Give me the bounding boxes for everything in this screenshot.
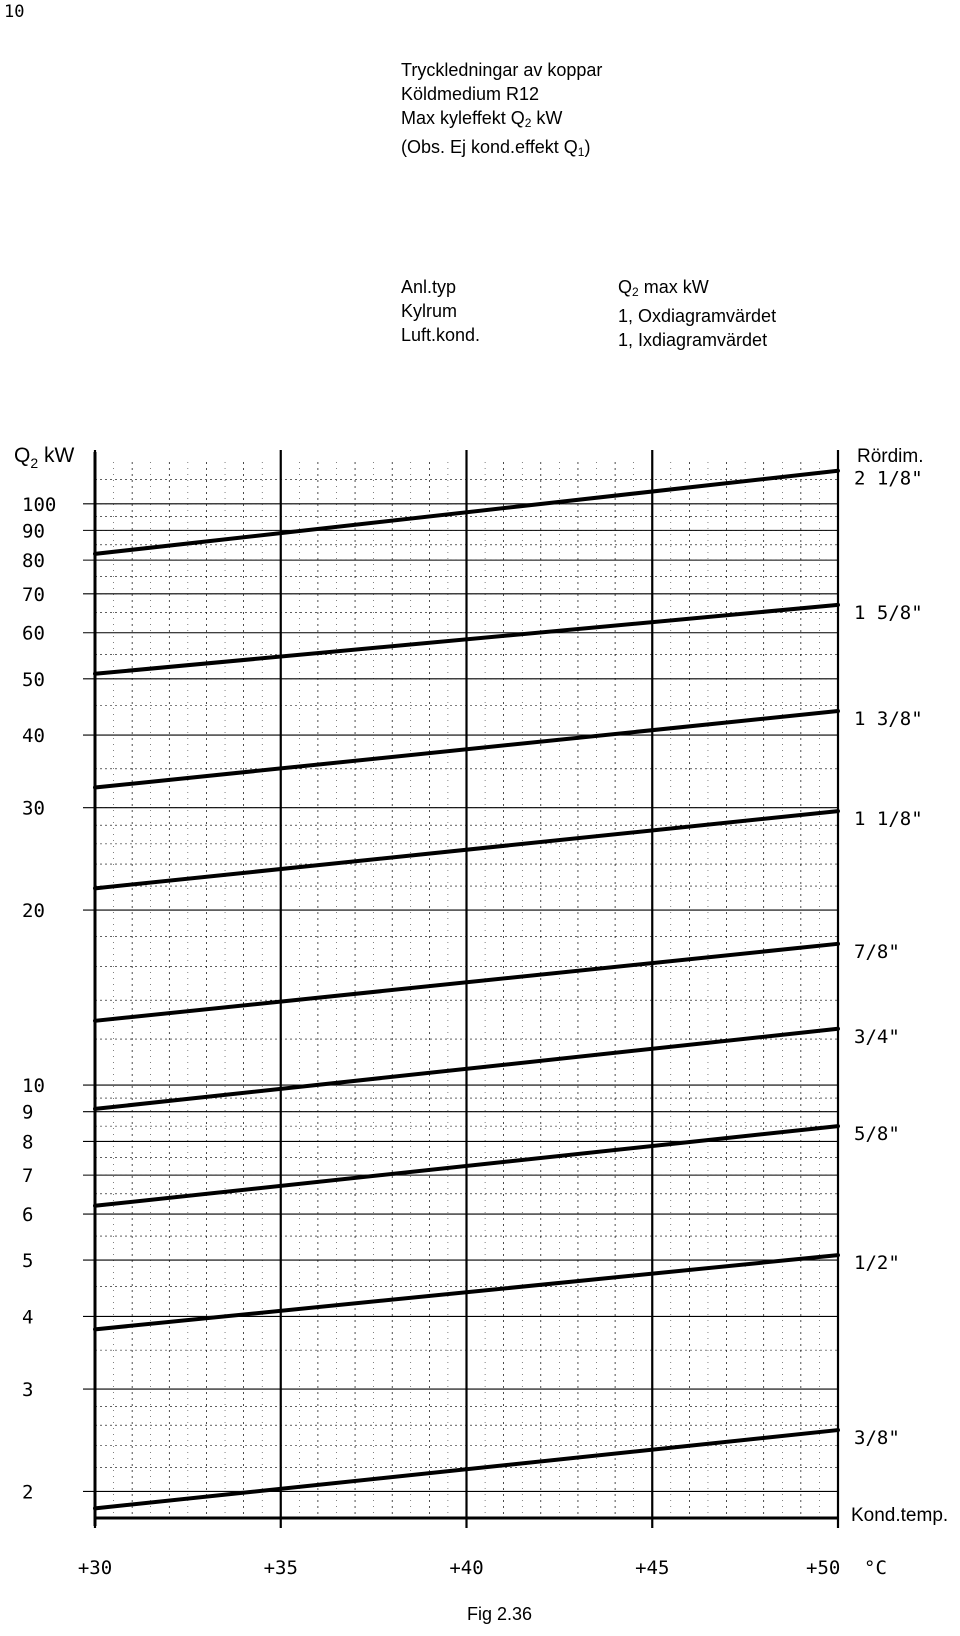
y-tick-label: 8	[22, 1131, 34, 1154]
figure-caption: Fig 2.36	[467, 1604, 533, 1624]
series-label: 1 5/8"	[854, 601, 923, 624]
y-tick-label: 10	[22, 1075, 45, 1098]
header-line-2: Köldmedium R12	[401, 84, 540, 104]
y-tick-label: 30	[22, 797, 45, 820]
x-tick-label: +45	[635, 1557, 670, 1579]
x-axis-label: Kond.temp.	[851, 1505, 949, 1526]
series-label: 7/8"	[854, 940, 900, 963]
series-label: 5/8"	[854, 1123, 900, 1146]
header-line-1: Tryckledningar av koppar	[401, 60, 603, 80]
y-tick-label: 7	[22, 1165, 34, 1188]
x-tick-label: +30	[77, 1557, 113, 1579]
right-header-label: Rördim.	[857, 446, 924, 467]
y-tick-label: 80	[22, 550, 45, 573]
anl-typ-header: Anl.typ	[401, 277, 457, 297]
y-tick-label: 90	[22, 520, 45, 543]
series-label: 1/2"	[854, 1252, 900, 1275]
y-tick-label: 70	[22, 583, 45, 606]
chart-labels	[14, 444, 948, 1579]
series-label: 3/8"	[854, 1427, 900, 1450]
anl-typ-row-1: Kylrum	[401, 301, 458, 321]
header-line-3: Max kyleffekt $Q_2$ kW	[401, 108, 563, 130]
x-tick-label: +50	[806, 1557, 841, 1579]
y-tick-label: 60	[22, 622, 45, 645]
q2-max-row-2: 1, Ixdiagramvärdet	[618, 330, 768, 350]
y-tick-label: 4	[22, 1306, 34, 1329]
series-label: 1 1/8"	[854, 808, 923, 831]
header-line-4: (Obs. Ej kond.effekt $Q_1$)	[401, 137, 591, 159]
y-axis-label: $Q_2$ kW	[14, 444, 75, 471]
page-number: 10	[4, 2, 25, 22]
y-tick-label: 50	[22, 668, 45, 691]
x-tick-label: +40	[449, 1557, 484, 1579]
x-tick-label: +35	[263, 1557, 298, 1579]
y-tick-label: 6	[22, 1204, 34, 1227]
grid-major	[83, 450, 838, 1528]
y-tick-label: 100	[22, 493, 57, 516]
q2-max-row-1: 1, Oxdiagramvärdet	[618, 306, 777, 326]
y-tick-label: 2	[22, 1481, 34, 1504]
y-tick-label: 5	[22, 1250, 34, 1273]
y-tick-label: 20	[22, 900, 45, 923]
y-tick-label: 3	[22, 1379, 34, 1402]
series-label: 1 3/8"	[854, 708, 923, 731]
anl-typ-row-2: Luft.kond.	[401, 325, 481, 345]
q2-max-header: $Q_2$ max kW	[618, 277, 709, 299]
y-tick-label: 9	[22, 1101, 34, 1124]
series-label: 2 1/8"	[854, 467, 923, 490]
y-tick-label: 40	[22, 725, 45, 748]
series-label: 3/4"	[854, 1025, 900, 1048]
x-unit-label: °C	[864, 1557, 887, 1579]
